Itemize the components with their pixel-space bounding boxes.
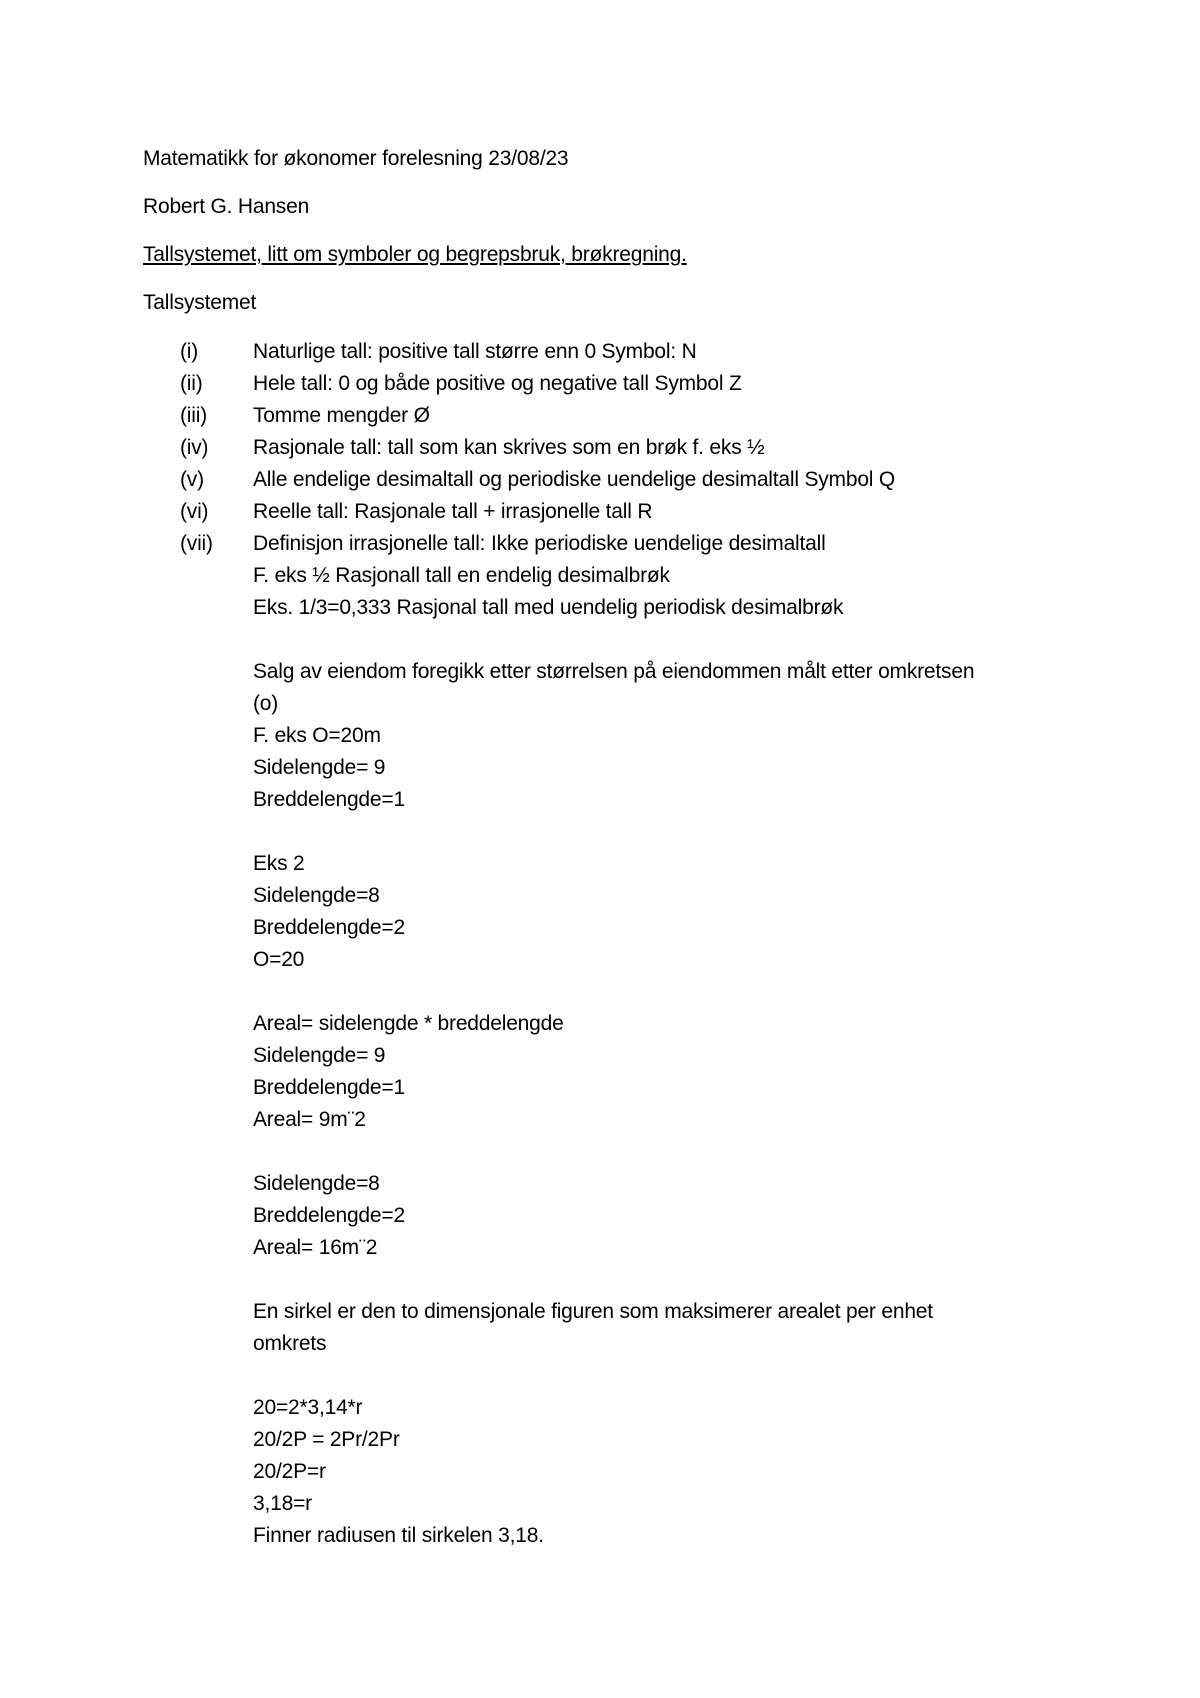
list-item [0, 368, 1200, 400]
body-line: 3,18=r [253, 1492, 312, 1515]
body-line: 20/2P = 2Pr/2Pr [253, 1428, 400, 1451]
body-line: Breddelengde=1 [253, 788, 405, 811]
body-line: Areal= sidelengde * breddelengde [253, 1012, 564, 1035]
list-item-text: Alle endelige desimaltall og periodiske uendelige desimaltall Symbol Q [253, 468, 896, 491]
body-line: Eks 2 [253, 852, 305, 875]
list-item-number: (iv) [180, 436, 209, 459]
body-line: Sidelengde=8 [253, 884, 380, 907]
document-author: Robert G. Hansen [143, 195, 310, 218]
body-line: Eks. 1/3=0,333 Rasjonal tall med uendelig periodisk desimalbrøk [253, 596, 844, 619]
body-line: omkrets [253, 1332, 327, 1355]
section-heading: Tallsystemet [143, 291, 257, 314]
list-item-text: Naturlige tall: positive tall større enn 0 Symbol: N [253, 340, 697, 363]
body-line: Sidelengde=8 [253, 1172, 380, 1195]
list-item [0, 496, 1200, 528]
body-line: Breddelengde=2 [253, 1204, 405, 1227]
list-item [0, 432, 1200, 464]
body-line: O=20 [253, 948, 305, 971]
list-item-text: Hele tall: 0 og både positive og negative tall Symbol Z [253, 372, 742, 395]
list-item [0, 528, 1200, 560]
document-subtitle: Tallsystemet, litt om symboler og begrepsbruk, brøkregning. [143, 243, 687, 266]
body-line: Finner radiusen til sirkelen 3,18. [253, 1524, 544, 1547]
list-item-number: (ii) [180, 372, 203, 395]
body-line: Areal= 9m¨2 [253, 1108, 366, 1131]
list-item-text: Reelle tall: Rasjonale tall + irrasjonelle tall R [253, 500, 653, 523]
body-line: (o) [253, 692, 279, 715]
body-line: Sidelengde= 9 [253, 1044, 386, 1067]
list-item-text: Tomme mengder Ø [253, 404, 430, 427]
list-item-number: (vi) [180, 500, 209, 523]
body-line: Breddelengde=2 [253, 916, 405, 939]
body-line: 20=2*3,14*r [253, 1396, 363, 1419]
document-body [253, 560, 1133, 1552]
body-line: Salg av eiendom foregikk etter størrelsen på eiendommen målt etter omkretsen [253, 660, 975, 683]
list-item-number: (vii) [180, 532, 213, 555]
body-line: Areal= 16m¨2 [253, 1236, 378, 1259]
document-title: Matematikk for økonomer forelesning 23/08/23 [143, 147, 569, 170]
number-system-list [0, 336, 1200, 560]
list-item-number: (i) [180, 340, 199, 363]
list-item-text: Definisjon irrasjonelle tall: Ikke periodiske uendelige desimaltall [253, 532, 826, 555]
list-item [0, 336, 1200, 368]
body-line: F. eks ½ Rasjonall tall en endelig desimalbrøk [253, 564, 670, 587]
body-line: 20/2P=r [253, 1460, 326, 1483]
list-item [0, 400, 1200, 432]
list-item-number: (v) [180, 468, 204, 491]
list-item-number: (iii) [180, 404, 207, 427]
body-line: Breddelengde=1 [253, 1076, 405, 1099]
list-item-text: Rasjonale tall: tall som kan skrives som en brøk f. eks ½ [253, 436, 765, 459]
body-line: F. eks O=20m [253, 724, 381, 747]
list-item [0, 464, 1200, 496]
body-line: En sirkel er den to dimensjonale figuren som maksimerer arealet per enhet [253, 1300, 933, 1323]
body-line: Sidelengde= 9 [253, 756, 386, 779]
